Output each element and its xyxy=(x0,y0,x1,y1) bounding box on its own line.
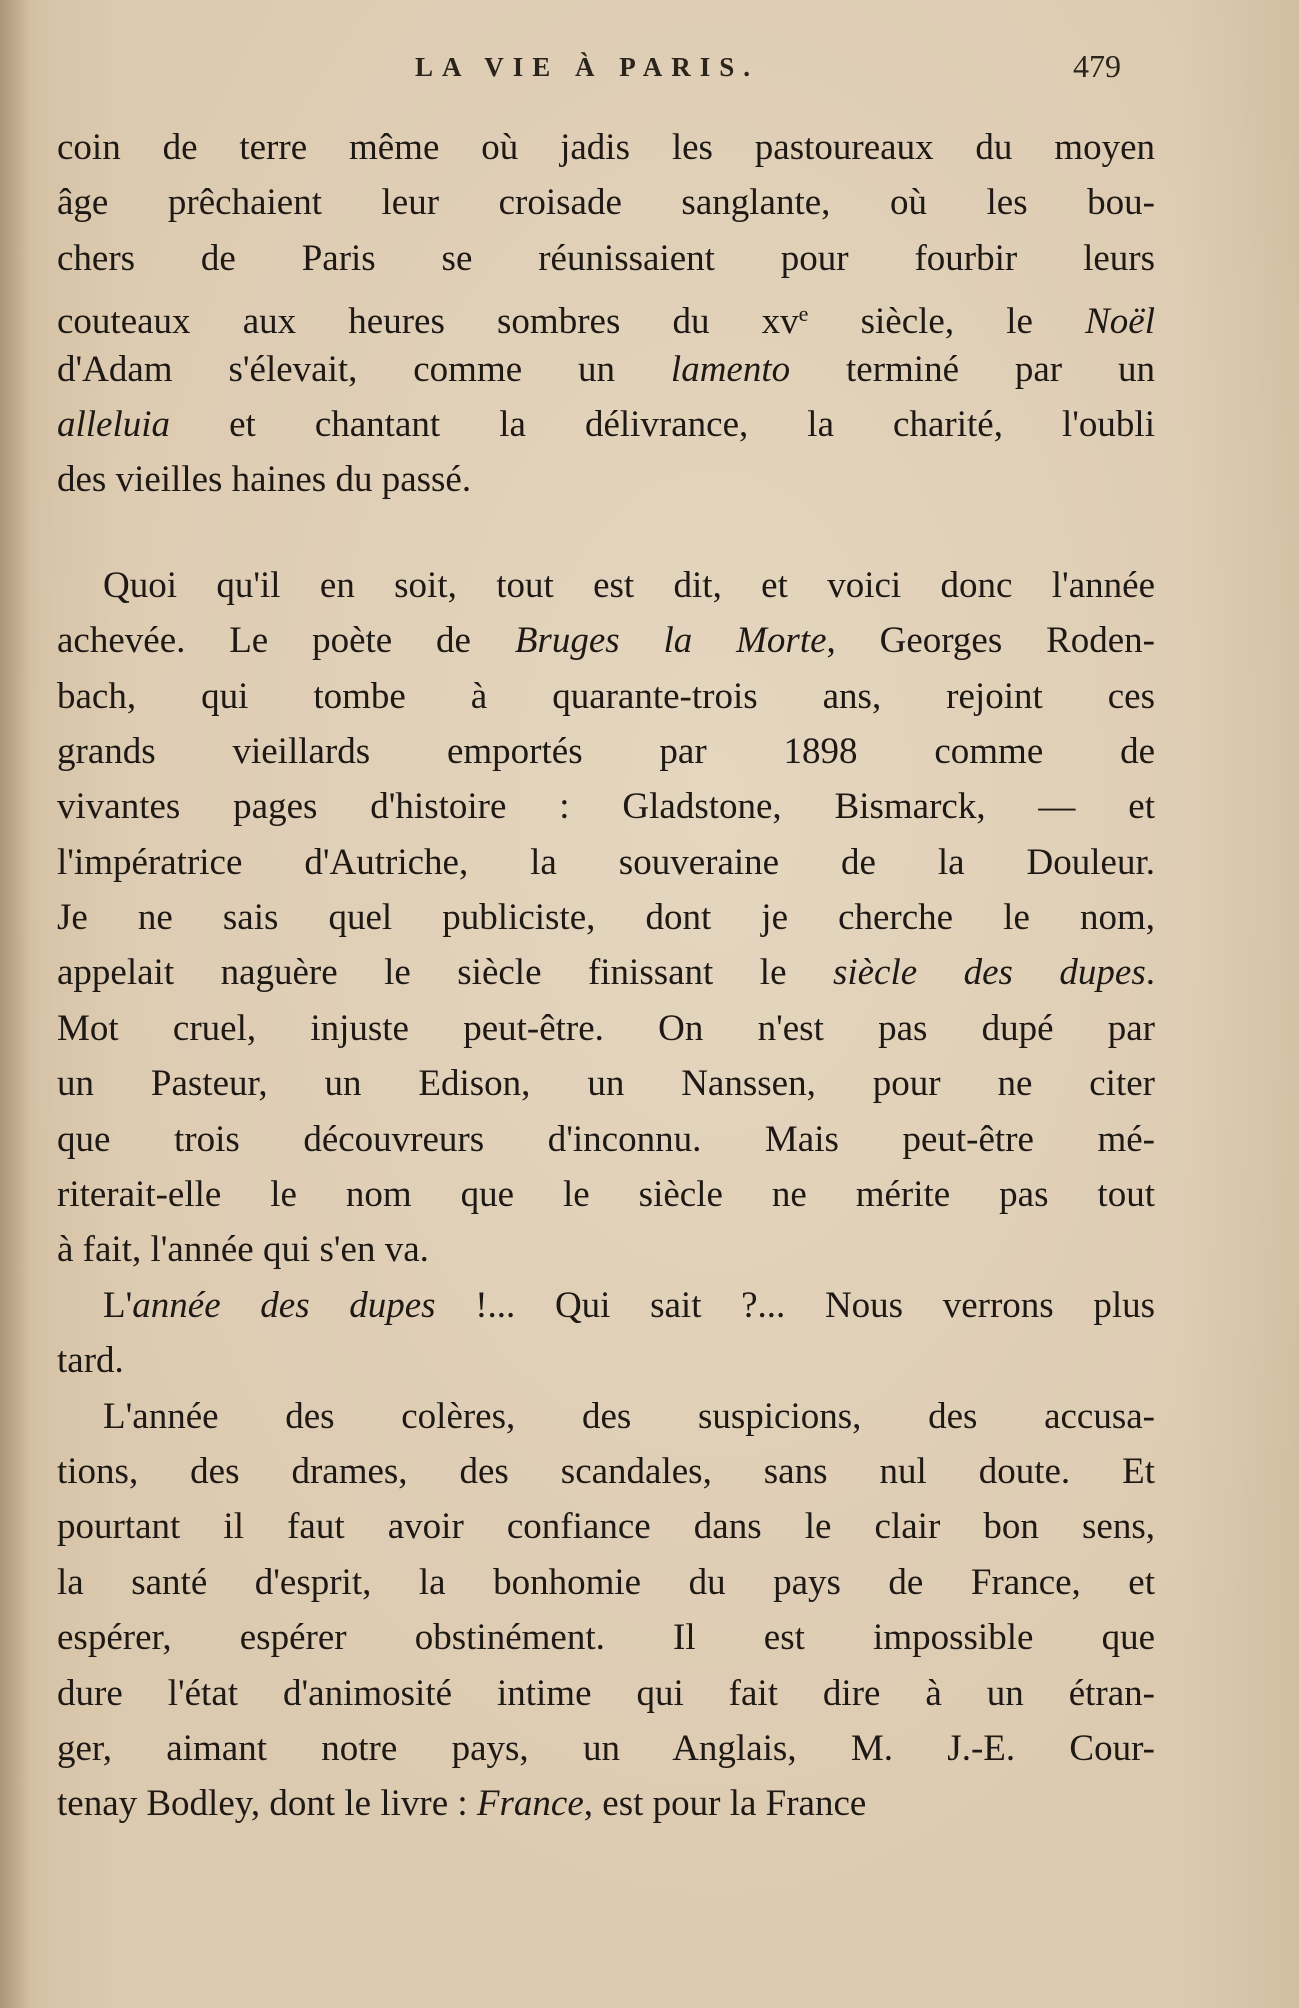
text-segment: d'Adam s'élevait, comme un xyxy=(57,348,671,390)
text-segment: à fait, l'année qui s'en va. xyxy=(57,1229,429,1271)
paragraph xyxy=(57,120,1155,508)
italic-text: année des dupes xyxy=(132,1284,436,1326)
text-segment: siècle, le xyxy=(808,301,1086,342)
paragraph xyxy=(57,1389,1155,1832)
text-line xyxy=(57,724,1155,779)
running-title: LA VIE À PARIS. xyxy=(415,52,760,82)
text-segment: . xyxy=(1145,952,1155,994)
italic-text: alleluia xyxy=(57,403,171,445)
text-segment: , est pour la France xyxy=(583,1783,867,1825)
text-line xyxy=(57,1167,1155,1222)
text-segment: espérer, espérer obstinément. Il est impossible que xyxy=(57,1617,1155,1659)
text-segment: âge prêchaient leur croisade sanglante, où les bou- xyxy=(57,182,1155,224)
text-segment: Quoi qu'il en soit, tout est dit, et voici donc l'année xyxy=(103,564,1155,606)
bottom-margin xyxy=(0,1820,1299,2008)
text-segment: bach, qui tombe à quarante-trois ans, rejoint ces xyxy=(57,675,1155,717)
text-segment: chers de Paris se réunissaient pour fourbir leurs xyxy=(57,237,1155,279)
text-line xyxy=(57,397,1155,452)
text-line xyxy=(57,1389,1155,1444)
text-line xyxy=(57,1555,1155,1610)
text-line xyxy=(57,1666,1155,1721)
text-line xyxy=(57,231,1155,286)
text-segment: riterait-elle le nom que le siècle ne mérite pas tout xyxy=(57,1174,1155,1216)
text-line xyxy=(57,342,1155,397)
text-segment: tard. xyxy=(57,1340,124,1382)
body-text xyxy=(57,120,1155,1832)
text-segment: ger, aimant notre pays, un Anglais, M. J.-E. Cour- xyxy=(57,1727,1155,1769)
text-segment: tions, des drames, des scandales, sans nul doute. Et xyxy=(57,1450,1155,1492)
text-line xyxy=(57,1721,1155,1776)
text-segment: terminé par un xyxy=(790,348,1155,390)
text-segment: Je ne sais quel publiciste, dont je cherche le nom, xyxy=(57,897,1155,939)
text-line xyxy=(57,286,1155,341)
text-line xyxy=(57,558,1155,613)
text-line xyxy=(57,120,1155,175)
text-segment: !... Qui sait ?... Nous verrons plus xyxy=(435,1284,1155,1326)
text-line xyxy=(57,1001,1155,1056)
italic-text: France xyxy=(476,1783,584,1825)
text-segment: coin de terre même où jadis les pastoureaux du moyen xyxy=(57,127,1155,168)
running-head xyxy=(0,48,1299,92)
text-line xyxy=(57,669,1155,724)
italic-text: Noël xyxy=(1085,301,1155,342)
text-line xyxy=(57,613,1155,668)
text-line xyxy=(57,175,1155,230)
italic-text: siècle des dupes xyxy=(832,952,1146,994)
text-line xyxy=(57,945,1155,1000)
italic-text: lamento xyxy=(670,348,791,390)
text-segment: dure l'état d'animosité intime qui fait dire à un étran- xyxy=(57,1672,1155,1714)
text-segment: que trois découvreurs d'inconnu. Mais peut-être mé- xyxy=(57,1118,1155,1160)
text-line xyxy=(57,1610,1155,1665)
text-line xyxy=(57,1499,1155,1554)
paragraph xyxy=(57,508,1155,1278)
text-segment: achevée. Le poète de xyxy=(57,620,515,662)
text-line xyxy=(57,1222,1155,1277)
text-line xyxy=(57,1278,1155,1333)
text-segment: l'impératrice d'Autriche, la souveraine de la Douleur. xyxy=(57,841,1155,883)
text-segment: tenay Bodley, dont le livre : xyxy=(57,1783,477,1825)
page-number: 479 xyxy=(1073,48,1121,84)
text-segment: e xyxy=(798,301,809,327)
text-line xyxy=(57,1056,1155,1111)
text-line xyxy=(57,1333,1155,1388)
text-line xyxy=(57,452,1155,507)
text-segment: L' xyxy=(103,1284,133,1326)
text-segment: pourtant il faut avoir confiance dans le clair bon sens, xyxy=(57,1506,1155,1548)
paragraph-gap xyxy=(57,508,1155,558)
text-line xyxy=(57,890,1155,945)
text-segment: grands vieillards emportés par 1898 comme de xyxy=(57,730,1155,772)
text-segment: un Pasteur, un Edison, un Nanssen, pour ne citer xyxy=(57,1063,1155,1105)
text-line xyxy=(57,779,1155,834)
text-segment: Mot cruel, injuste peut-être. On n'est pas dupé par xyxy=(57,1007,1155,1049)
paragraph xyxy=(57,1278,1155,1389)
italic-text: Bruges la Morte xyxy=(514,620,827,662)
text-segment: des vieilles haines du passé. xyxy=(57,459,472,501)
text-line xyxy=(57,1112,1155,1167)
text-segment: L'année des colères, des suspicions, des accusa- xyxy=(103,1395,1155,1437)
text-segment: appelait naguère le siècle finissant le xyxy=(57,952,833,994)
text-segment: vivantes pages d'histoire : Gladstone, Bismarck, — et xyxy=(57,786,1155,828)
text-segment: et chantant la délivrance, la charité, l'oubli xyxy=(170,403,1155,445)
page-gutter-shadow xyxy=(0,0,30,2008)
text-line xyxy=(57,835,1155,890)
text-line xyxy=(57,1444,1155,1499)
text-segment: couteaux aux heures sombres du xv xyxy=(57,301,799,342)
text-segment: la santé d'esprit, la bonhomie du pays de France, et xyxy=(57,1561,1155,1603)
text-segment: , Georges Roden- xyxy=(826,620,1155,662)
